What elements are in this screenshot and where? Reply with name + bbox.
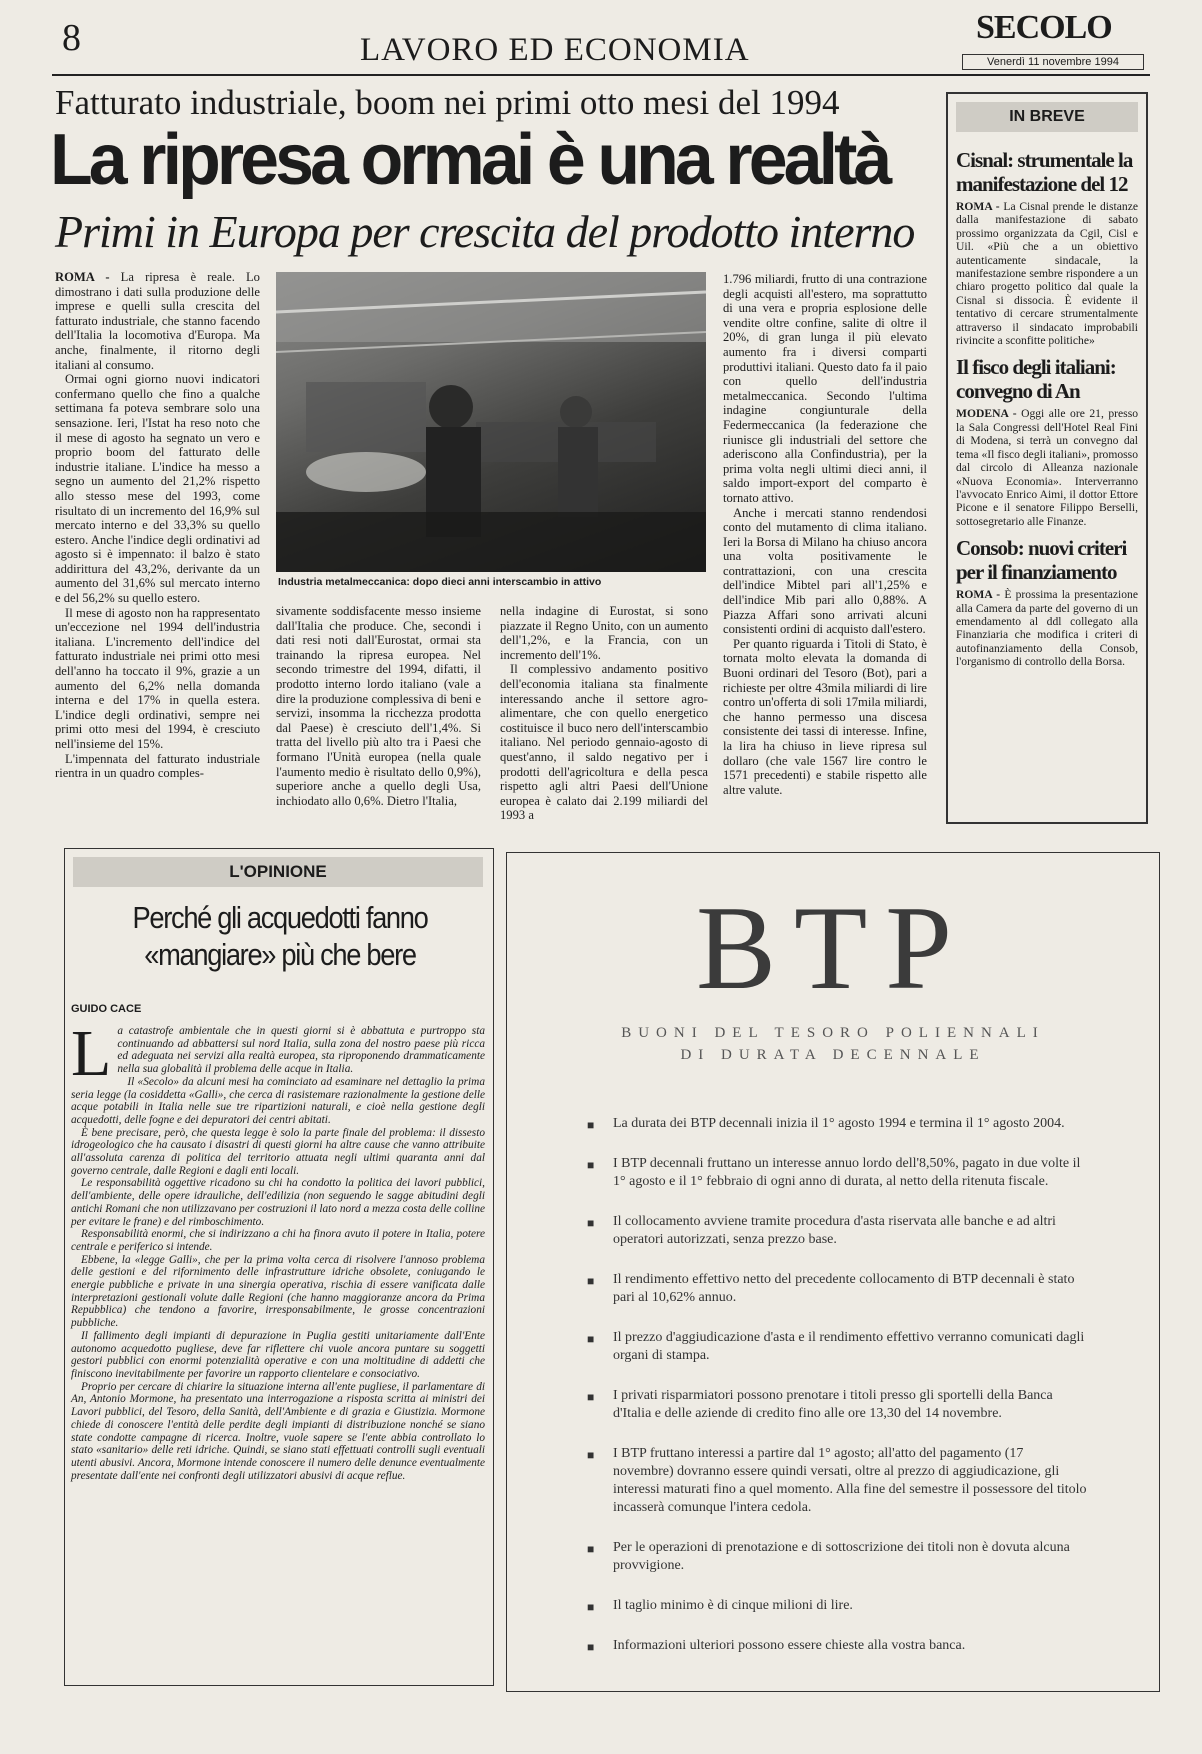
opinione-paragraph: Le responsabilità oggettive ricadono su chi ha condotto la politica dei lavori pubblici, dell'ambiente, delle opere idrauliche, dell'edilizia (non seguendo le sagge abitudini degli antichi Romani che non utilizzavano per costruzioni il lato nord a mezza costa delle colline per evitare le frane) e del rimboschimento.: [71, 1177, 485, 1228]
opinione-author: GUIDO CACE: [71, 1003, 142, 1015]
brief-body: [956, 200, 1138, 347]
bullet: ■: [587, 1118, 595, 1132]
btp-item: ■ Il taglio minimo è di cinque milioni di lire.: [587, 1598, 853, 1614]
btp-advertisement: [506, 852, 1160, 1692]
brief-body: [956, 588, 1138, 668]
lead-paragraph: Anche i mercati stanno rendendosi conto del mutamento di clima italiano. Ieri la Borsa di Milano ha chiuso ancora una volta positivamente le contrattazioni, con una crescita dell'indice Mibtel pari all'1,25% e dell'indice Mib pari allo 0,88%. A Piazza Affari sono arrivati alcuni consistenti ordini di acquisto dall'estero.: [723, 505, 927, 637]
lead-column-4: [723, 272, 927, 797]
lead-column-1: [55, 270, 260, 781]
photo-illustration: [276, 272, 706, 572]
brief-title: Il fisco degli italiani: convegno di An: [956, 355, 1116, 404]
brief-dateline: MODENA -: [956, 407, 1017, 421]
btp-item: ■ I BTP fruttano interessi a partire dal 1° agosto; all'atto del pagamento (17 novembre) dovranno essere quindi versati, oltre al prezzo di aggiudicazione, gli interessi maturati fino a quel momento. Alla fine del semestre il possessore del titolo incasserà comunque l'intera cedola.: [587, 1446, 1087, 1515]
lead-paragraph: nella indagine di Eurostat, si sono piazzate il Regno Unito, con un aumento dell'1,2%, e la Francia, con un incremento dell'1%.: [500, 604, 708, 662]
brief-title: Consob: nuovi criteri per il finanziamento: [956, 536, 1127, 585]
factory-photo: [276, 272, 706, 572]
lead-column-2: [276, 604, 481, 808]
subheadline: Primi in Europa per crescita del prodotto interno: [55, 206, 915, 257]
btp-item: ■ Il prezzo d'aggiudicazione d'asta e il rendimento effettivo verranno comunicati dagli organi di stampa.: [587, 1330, 1085, 1363]
btp-item: ■ Per le operazioni di prenotazione e di sottoscrizione dei titoli non è dovuta alcuna provvigione.: [587, 1540, 1070, 1573]
opinione-paragraph: a catastrofe ambientale che in questi giorni si è abbattuta e purtroppo sta continuando ad abbattersi sul nord Italia, sulla zona del nostro paese più ricca ed adeguata nei servizi alla realtà europea, sta riproponendo drammaticamente nella sua globalità il problema delle acque in Italia.: [117, 1025, 485, 1076]
btp-item: ■ Il collocamento avviene tramite procedura d'asta riservata alle banche e ad altri operatori autorizzati, senza prezzo base.: [587, 1214, 1056, 1247]
bullet: ■: [587, 1448, 595, 1462]
lead-paragraph: Ormai ogni giorno nuovi indicatori confermano quello che fino a qualche settimana fa poteva sembrare solo una sensazione. Ieri, l'Istat ha reso noto che il mese di agosto ha segnato un vero e proprio boom del fatturato delle industrie italiane. L'indice ha messo a segno un aumento del 21,2% rispetto allo stesso mese del 1993, come risultato di un incremento del 16,9% sul mercato interno e del 33,3% su quello estero. Anche l'indice degli ordinativi ad agosto si è impennato: il balzo è stato addirittura del 43,2%, derivante da un aumento del 31,6% sul mercato interno e del 56,2% su quello estero.: [55, 372, 260, 606]
opinione-paragraph: Il «Secolo» da alcuni mesi ha cominciato ad esaminare nel dettaglio la prima seria legge (la cosiddetta «Galli», che cerca di rasistemare razionalmente la gestione delle acque potabili in Italia nelle sue tre ripartizioni naturali, e cioè nella gestione degli acquedotti, delle fogne e dei depuratori dei centri abitati.: [71, 1075, 485, 1126]
page-number: 8: [62, 17, 81, 59]
in-breve-box: [946, 92, 1148, 824]
btp-item: ■ I privati risparmiatori possono prenotare i titoli presso gli sportelli della Banca d'Italia e delle aziende di credito fino alle ore 13,30 del 14 novembre.: [587, 1388, 1053, 1421]
btp-conditions-list: [587, 1115, 1087, 1677]
opinione-paragraph: Responsabilità enormi, che si indirizzano a chi ha finora avuto il potere in Italia, potere centrale e periferico si intende.: [71, 1228, 485, 1253]
bullet: ■: [587, 1158, 595, 1172]
lead-paragraph: sivamente soddisfacente messo insieme dall'Italia che produce. Che, secondi i dati resi noti dall'Eurostat, ormai sta trainando la ripresa europea. Nel secondo trimestre del 1994, difatti, il prodotto interno lordo italiano (vale a dire la produzione complessiva di beni e servizi, insomma la ricchezza prodotta dal Paese) è cresciuto dell'1,4%. Si tratta del livello più alto tra i Paesi che formano l'Unità europea (nella quale l'aumento medio è risultato dello 0,9%), superiore anche a quello degli Usa, inchiodato allo 0,6%. Dietro l'Italia,: [276, 604, 481, 808]
brief-body: [956, 407, 1138, 528]
lead-paragraph: Il mese di agosto non ha rappresentato un'eccezione nel 1994 dell'industria italiana. L'incremento dell'indice del fatturato industriale nei primi otto mesi dell'anno ha toccato il 9%, grazie a un aumento del 6,2% nella domanda interna e del 17% in quella estera. L'indice degli ordinativi, sempre nei primi otto mesi del 1994, è cresciuto nell'insieme del 15%.: [55, 605, 260, 751]
btp-item: ■ Il rendimento effettivo netto del precedente collocamento di BTP decennali è stato pari al 10,62% annuo.: [587, 1272, 1075, 1305]
brief-dateline: ROMA -: [956, 588, 1001, 602]
brief-text: Oggi alle ore 21, presso la Sala Congressi dell'Hotel Real Fini di Modena, si terrà un convegno dal tema «Il fisco degli italiani», promosso dal circolo di Alleanza nazionale «Nuova Economia». Interverranno l'avvocato Enrico Aimi, il dottor Ettore Picone e il senatore Filippo Berselli, sottosegretario alle Finanze.: [956, 407, 1139, 528]
opinione-title: Perché gli acquedotti fanno «mangiare» più che bere: [132, 900, 428, 972]
bullet: ■: [587, 1274, 595, 1288]
bullet: ■: [587, 1640, 595, 1654]
opinione-paragraph: Ebbene, la «legge Galli», che per la prima volta cerca di risolvere l'annoso problema delle gestioni e del rifornimento delle infrastrutture idriche obsolete, coniugando le energie pubbliche e private in una sinergia operativa, rischia di essere vanificata dalle interpretazioni gestionali volute dalle Regioni (che hanno maggioranze ancora da Prima Repubblica) che tendono a favorire, irresponsabilmente, le grosse concentrazioni pubbliche.: [71, 1253, 485, 1330]
photo-caption: Industria metalmeccanica: dopo dieci anni interscambio in attivo: [278, 576, 602, 588]
in-breve-label: IN BREVE: [956, 102, 1138, 132]
btp-subtitle-2: DI DURATA DECENNALE: [680, 1047, 986, 1063]
lead-paragraph: L'impennata del fatturato industriale rientra in un quadro comples-: [55, 751, 260, 781]
lead-dateline: ROMA -: [55, 270, 110, 284]
masthead-logo: SECOLO: [976, 9, 1112, 46]
lead-paragraph: Per quanto riguarda i Titoli di Stato, è tornata molto elevata la domanda di Buoni ordinari del Tesoro (Bot), pari a richieste per oltre 43mila miliardi di lire contro un'offerta di soli 17mila miliardi, che hanno permesso una discesa consistente dei tassi di interesse. Infine, la lira ha chiuso in lieve ripresa sul dollaro (che vale 1567 lire contro le 1571 precedenti) e stabile rispetto alle altre valute.: [723, 636, 927, 797]
opinione-box: [64, 848, 494, 1686]
headline: La ripresa ormai è una realtà: [50, 120, 889, 200]
bullet: ■: [587, 1332, 595, 1346]
opinione-label-bar: [73, 857, 483, 887]
btp-subtitle-1: BUONI DEL TESORO POLIENNALI: [621, 1025, 1045, 1041]
bullet: ■: [587, 1216, 595, 1230]
opinione-paragraph: Il fallimento degli impianti di depurazione in Puglia gestiti unitariamente dall'Ente autonomo acquedotto pugliese, deve far riflettere chi vuole ancora puntare su soggetti gestori pubblici con enormi potenzialità operative e con una moltitudine di addetti che finiscono inevitabilmente per favorire un rapporto clientelare e consociativo.: [71, 1329, 485, 1380]
lead-paragraph: 1.796 miliardi, frutto di una contrazione degli acquisti all'estero, ma soprattutto di una vera e propria esplosione delle vendite oltre confine, salite di oltre il 20%, di gran lunga il più elevato aumento fra i diversi comparti produttivi italiani. Questo dato fa il paio con quello dell'industria metalmeccanica. Secondo l'ultima indagine congiunturale della Federmeccanica (la federazione che riunisce gli industriali del settore che aderiscono alla Confindustria), per la prima volta negli ultimi dieci anni, il saldo import-export del comparto è tornato attivo.: [723, 272, 927, 505]
lead-column-3: [500, 604, 708, 823]
btp-item: ■ Informazioni ulteriori possono essere chieste alla vostra banca.: [587, 1638, 966, 1654]
lead-paragraph: La ripresa è reale. Lo dimostrano i dati sulla produzione delle imprese e quelli sulla crescita del fatturato industriale, che stanno facendo dell'Italia la locomotiva d'Europa. Ma anche, finalmente, il ritorno degli italiani al consumo.: [55, 270, 260, 372]
opinione-body: [71, 1017, 485, 1482]
brief-dateline: ROMA -: [956, 200, 1000, 213]
kicker: Fatturato industriale, boom nei primi otto mesi del 1994: [55, 83, 840, 122]
brief-title: Cisnal: strumentale la manifestazione del 12: [956, 148, 1133, 196]
brief-text: La Cisnal prende le distanze dalla manifestazione di sabato prossimo organizzata da Cgil, Cisl e Uil. «Più che a un obiettivo autenticamente sindacale, la manifestazione sembre rispondere a un chiaro progetto politico dal quale la Cisnal si dissocia. È evidente il tentativo di cercare strumentalmente attraverso il sindacato improbabili rivincite a sconfitte politiche»: [956, 200, 1138, 348]
section-title: LAVORO ED ECONOMIA: [360, 32, 750, 68]
header-rule: [52, 74, 1150, 76]
lead-paragraph: Il complessivo andamento positivo dell'economia italiana sta finalmente interessando anche il settore agro-alimentare, che con quello energetico costituisce il buco nero dell'interscambio italiano. Nel periodo gennaio-agosto di quest'anno, il saldo negativo per i prodotti dell'agricoltura e della pesca rispetto agli altri Paesi dell'Unione europea è calato dai 2.199 miliardi del 1993 a: [500, 662, 708, 823]
btp-item: ■ La durata dei BTP decennali inizia il 1° agosto 1994 e termina il 1° agosto 2004.: [587, 1116, 1065, 1132]
bullet: ■: [587, 1390, 595, 1404]
brief-text: È prossima la presentazione alla Camera da parte del governo di un emendamento al ddl collegato alla Finanziaria che modifica i criteri di autofinanziamento della Consob, l'organismo di controllo della Borsa.: [956, 588, 1138, 669]
opinione-paragraph: È bene precisare, però, che questa legge è solo la parte finale del problema: il dissesto idrogeologico che ha causato i disastri di questi giorni ha altre cause che vanno attribuite all'assoluta carenza di politica del territorio attuata negli ultimi quaranta anni dal governo centrale, dalle Regioni e dagli enti locali.: [71, 1126, 485, 1177]
opinione-label: L'OPINIONE: [229, 862, 327, 881]
opinione-paragraph: Proprio per cercare di chiarire la situazione interna all'ente pugliese, il parlamentare di An, Antonio Mormone, ha presentato una interrogazione a risposta scritta ai ministri dei Lavori pubblici, del Tesoro, della Sanità, dell'Ambiente e di grazia e Giustizia. Mormone chiede di conoscere l'entità delle perdite degli impianti di distribuzione nonché se siano state condotte campagne di ricerca. Inoltre, vuole sapere se l'ente abbia controllato lo stato «sanitario» delle reti idriche. Quindi, se siano stati effettuati controlli sugli eventuali utenti abusivi. Ancora, Mormone intende conoscere il numero delle denunce eventualmente presentate dall'ente nei confronti degli utilizzatori abusivi di acque reflue.: [71, 1380, 485, 1482]
btp-item: ■ I BTP decennali fruttano un interesse annuo lordo dell'8,50%, pagato in due volte il 1° agosto e il 1° febbraio di ogni anno di durata, al netto della ritenuta fiscale.: [587, 1156, 1081, 1189]
btp-logo: BTP: [695, 881, 971, 1014]
header-date: Venerdì 11 novembre 1994: [962, 54, 1144, 70]
dropcap: L: [71, 1017, 112, 1090]
bullet: ■: [587, 1542, 595, 1556]
bullet: ■: [587, 1600, 595, 1614]
